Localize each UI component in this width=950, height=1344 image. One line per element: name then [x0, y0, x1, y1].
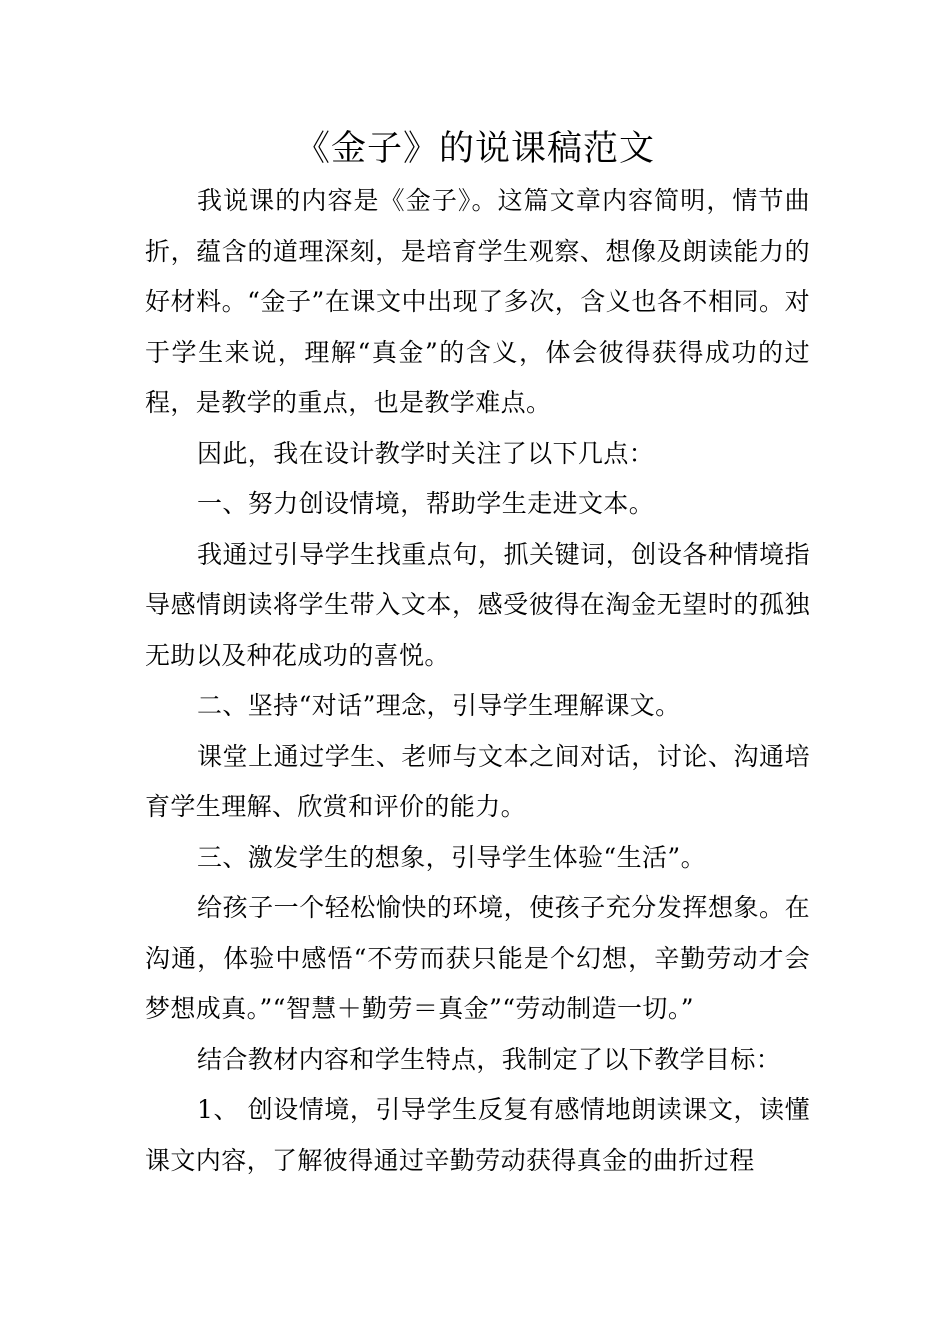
- paragraph-goal-one: 1、 创设情境，引导学生反复有感情地朗读课文，读懂课文内容，了解彼得通过辛勤劳动获得真金的曲折过程: [145, 1095, 810, 1175]
- document-body: [145, 176, 810, 1186]
- paragraph-point-one-detail: 我通过引导学生找重点句，抓关键词，创设各种情境指导感情朗读将学生带入文本，感受彼得在淘金无望时的孤独无助以及种花成功的喜悦。: [145, 539, 810, 670]
- paragraph-point-two: 二、坚持“对话”理念，引导学生理解课文。: [197, 691, 681, 720]
- paragraph-intro: 我说课的内容是《金子》。这篇文章内容简明，情节曲折，蕴含的道理深刻，是培育学生观察、想像及朗读能力的好材料。“金子”在课文中出现了多次，含义也各不相同。对于学生来说，理解“真金”的含义，体会彼得获得成功的过程，是教学的重点，也是教学难点。: [145, 186, 810, 417]
- paragraph-focus-points: 因此，我在设计教学时关注了以下几点：: [197, 438, 655, 468]
- paragraph-point-three: 三、激发学生的想象，引导学生体验“生活”。: [197, 842, 706, 872]
- paragraph-point-two-detail: 课堂上通过学生、老师与文本之间对话，讨论、沟通培育学生理解、欣赏和评价的能力。: [145, 741, 810, 821]
- paragraph-point-three-detail: 给孩子一个轻松愉快的环境，使孩子充分发挥想象。在沟通，体验中感悟“不劳而获只能是个幻想，辛勤劳动才会梦想成真。”“智慧＋勤劳＝真金”“劳动制造一切。”: [145, 893, 810, 1023]
- document-title: 《金子》的说课稿范文: [294, 129, 655, 169]
- paragraph-point-one: 一、努力创设情境，帮助学生走进文本。: [197, 489, 655, 518]
- paragraph-goals-intro: 结合教材内容和学生特点，我制定了以下教学目标：: [197, 1044, 782, 1074]
